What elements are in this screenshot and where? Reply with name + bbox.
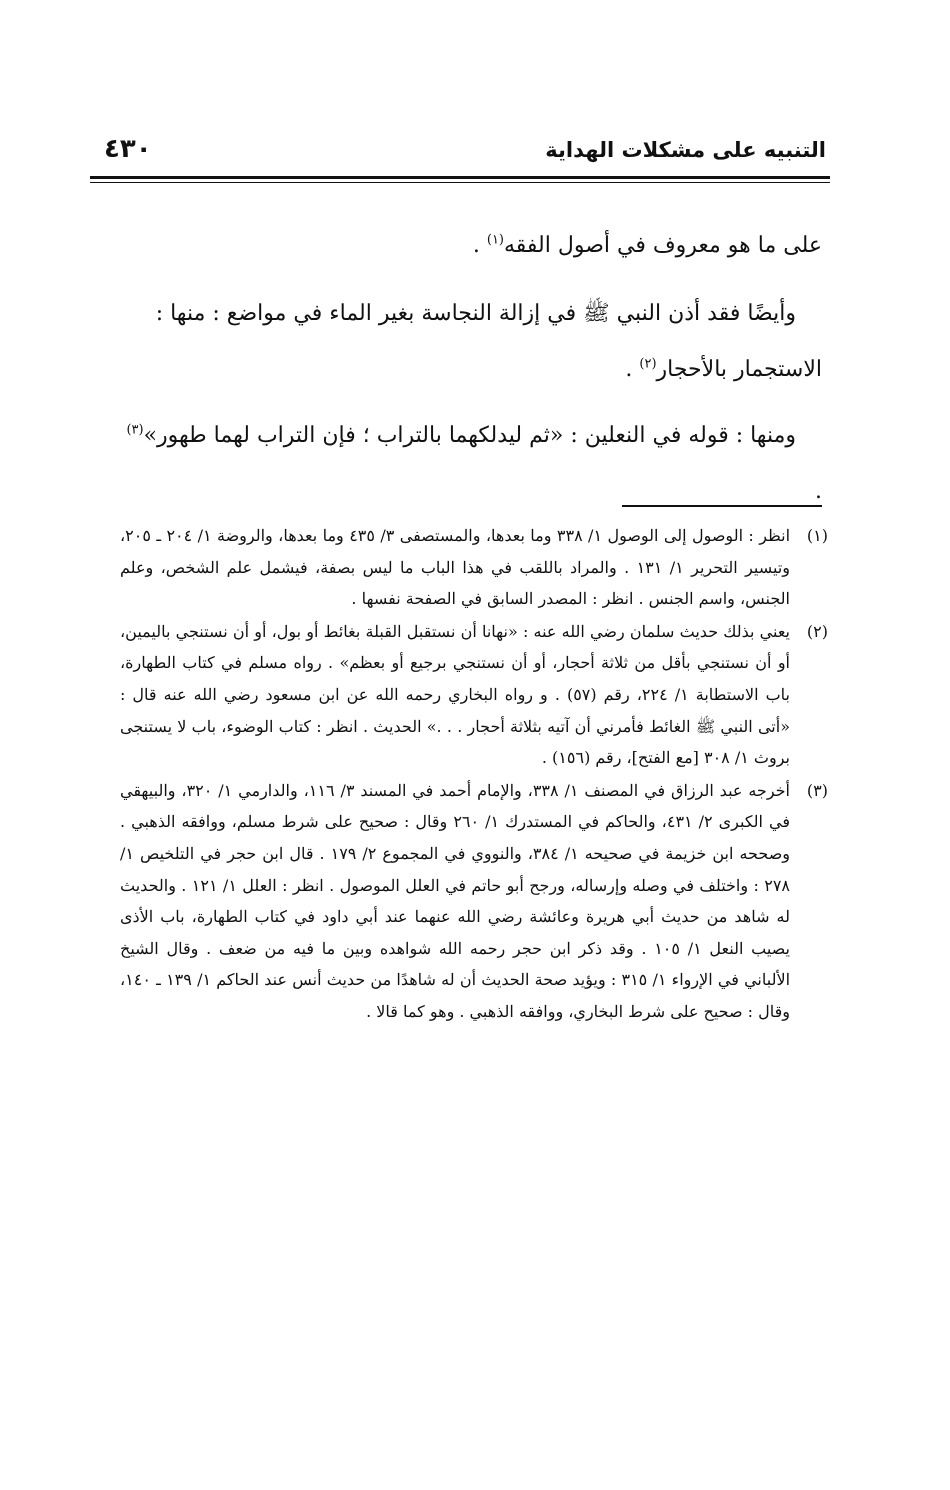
footnote-ref-1: (١) (486, 232, 504, 248)
paragraph-1 (122, 218, 822, 274)
footnote-3 (120, 775, 828, 1028)
paragraph-3 (122, 408, 822, 520)
page-number: ٤٣٠ (104, 134, 152, 164)
footnote-number: (٢) (806, 621, 828, 641)
footnote-1 (120, 520, 828, 615)
paragraph-2-text: وأيضًا فقد أذن النبي ﷺ في إزالة النجاسة بغير الماء في مواضع : منها : الاستجمار بالأحجار (155, 301, 822, 382)
running-header (90, 132, 830, 172)
footnotes (120, 520, 828, 1029)
footnote-number: (٣) (806, 780, 828, 800)
footnote-ref-3: (٣) (126, 422, 144, 438)
paragraph-2-end: . (625, 357, 640, 382)
paragraph-3-end: . (815, 479, 822, 504)
paragraph-1-text: على ما هو معروف في أصول الفقه (504, 233, 822, 258)
footnote-text: يعني بذلك حديث سلمان رضي الله عنه : «نهانا أن نستقبل القبلة بغائط أو بول، أو أن نستنجي باليمين، أو أن نستنجي بأقل من ثلاثة أحجار، أو أن نستنجي برجيع أو بعظم» . رواه مسلم في كتاب الطهارة، باب الاستطابة ١/ ٢٢٤، رقم (٥٧) . و رواه البخاري رحمه الله عن ابن مسعود رضي الله عنه قال : «أتى النبي ﷺ الغائط فأمرني أن آتيه بثلاثة أحجار . . .» الحديث . انظر : كتاب الوضوء، باب لا يستنجى بروث ١/ ٣٠٨ [مع الفتح]، رقم (١٥٦) . (120, 621, 791, 768)
header-title: التنبيه على مشكلات الهداية (545, 138, 826, 162)
footnote-2 (120, 616, 828, 774)
paragraph-2 (122, 286, 822, 398)
footnote-text: أخرجه عبد الرزاق في المصنف ١/ ٣٣٨، والإمام أحمد في المسند ٣/ ١١٦، والدارمي ١/ ٣٢٠، والبيهقي في الكبرى ٢/ ٤٣١، والحاكم في المستدرك ١/ ٢٦٠ وقال : صحيح على شرط مسلم، ووافقه الذهبي . وصححه ابن خزيمة في صحيحه ١/ ٣٨٤، والنووي في المجموع ٢/ ١٧٩ . قال ابن حجر في التلخيص ١/ ٢٧٨ : واختلف في وصله وإرساله، ورجح أبو حاتم في العلل الموصول . انظر : العلل ١/ ١٢١ . والحديث له شاهد من حديث أبي هريرة وعائشة رضي الله عنهما عند أبي داود في كتاب الطهارة، باب الأذى يصيب النعل ١/ ١٠٥ . وقد ذكر ابن حجر رحمه الله شواهده وبين ما فيه من ضعف . وقال الشيخ الألباني في الإرواء ١/ ٣١٥ : ويؤيد صحة الحديث أن له شاهدًا من حديث أنس عند الحاكم ١/ ١٣٩ ـ ١٤٠، وقال : صحيح على شرط البخاري، ووافقه الذهبي . وهو كما قالا . (120, 780, 791, 1021)
header-rule (90, 176, 830, 179)
footnote-separator (622, 505, 822, 507)
header-rule-thin (90, 182, 830, 183)
footnote-ref-2: (٢) (639, 356, 657, 372)
footnote-number: (١) (806, 526, 828, 545)
footnote-text: انظر : الوصول إلى الوصول ١/ ٣٣٨ وما بعدها، والمستصفى ٣/ ٤٣٥ وما بعدها، والروضة ١/ ٢٠٤ ـ ٢٠٥، وتيسير التحرير ١/ ١٣١ . والمراد باللقب في هذا الباب ما ليس بصفة، فيشمل علم الشخص، وعلم الجنس، واسم الجنس . انظر : المصدر السابق في الصفحة نفسها . (120, 526, 791, 609)
main-text (122, 218, 822, 530)
paragraph-1-end: . (472, 233, 487, 258)
paragraph-3-text: ومنها : قوله في النعلين : «ثم ليدلكهما بالتراب ؛ فإن التراب لهما طهور» (143, 423, 796, 448)
